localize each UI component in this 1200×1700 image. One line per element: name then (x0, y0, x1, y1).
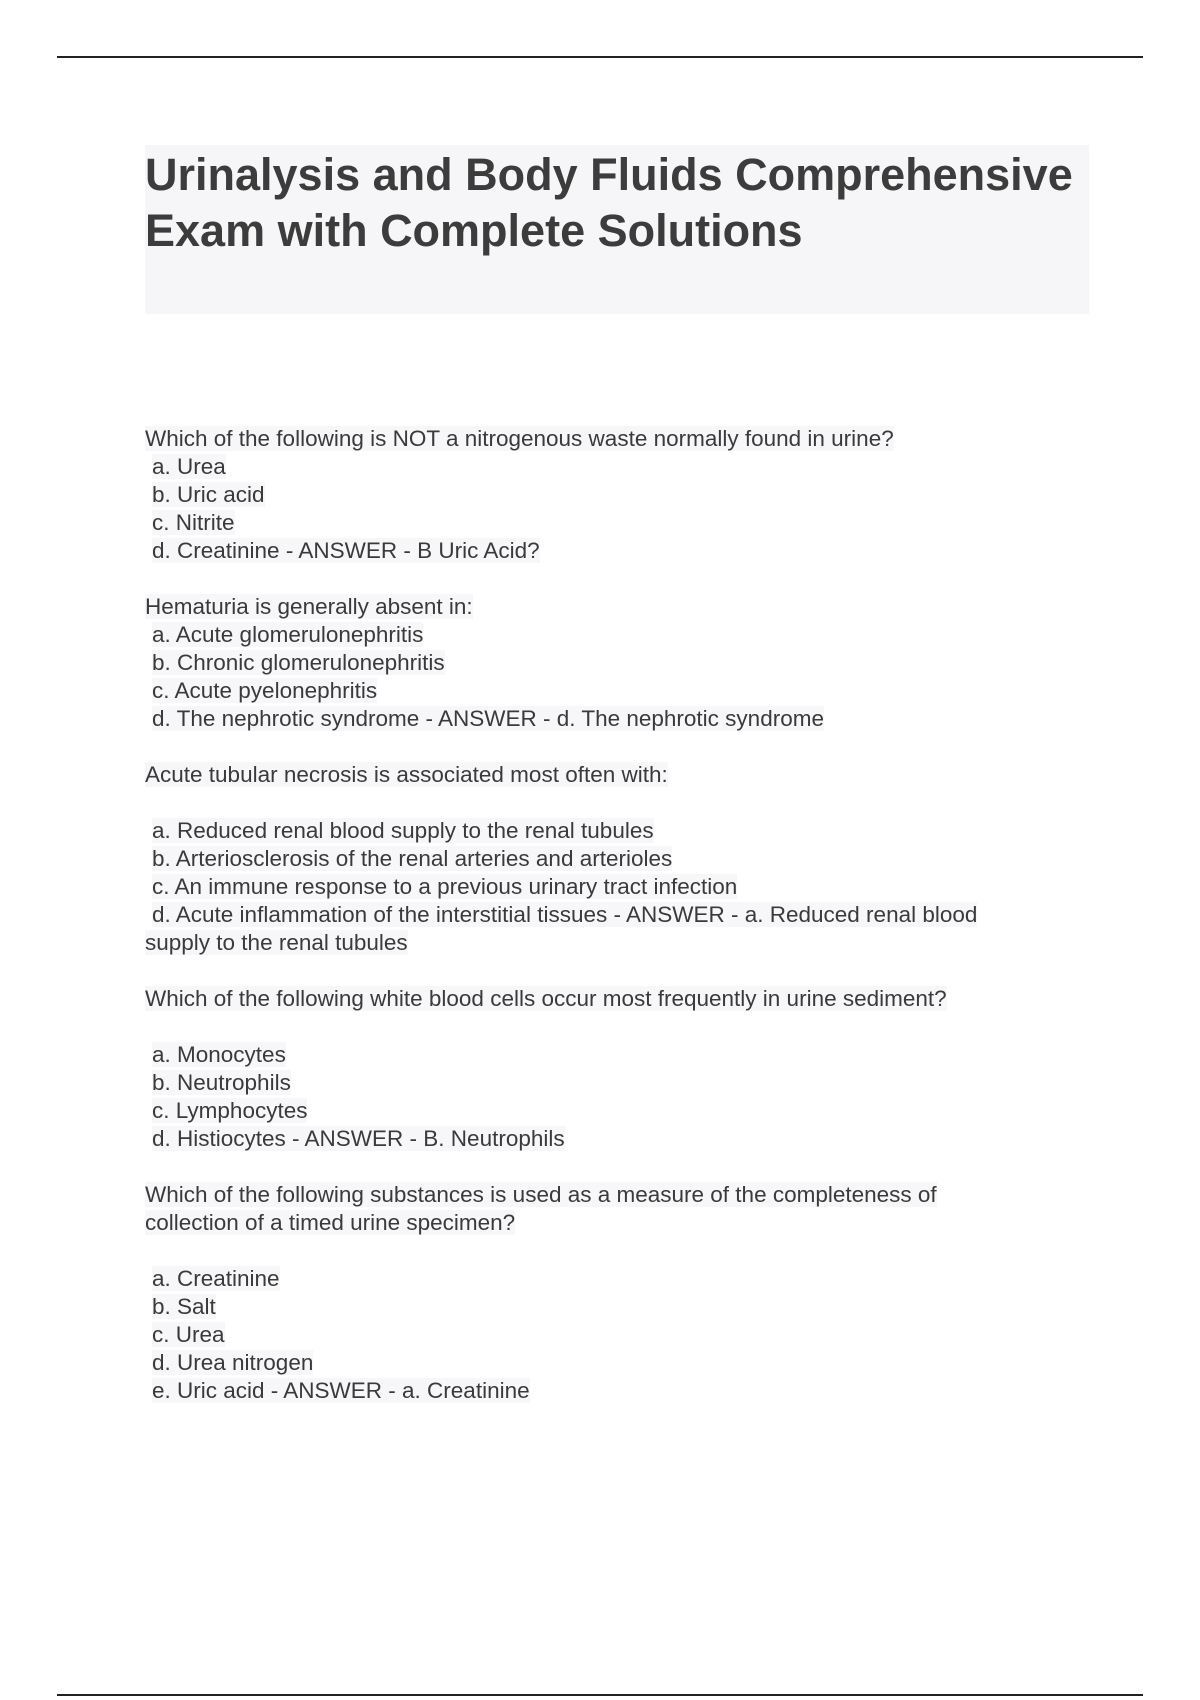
option-c: c. Lymphocytes (152, 1098, 308, 1123)
option-a: a. Creatinine (152, 1266, 280, 1291)
option-b: b. Chronic glomerulonephritis (152, 650, 445, 675)
option-d: d. Urea nitrogen (152, 1350, 314, 1375)
question-block-4 (145, 985, 1065, 1153)
question-block-1 (145, 425, 1065, 565)
option-d-answer-line2: supply to the renal tubules (145, 930, 408, 955)
document-title: Urinalysis and Body Fluids Comprehensive Exam with Complete Solutions (145, 149, 1073, 256)
option-e-answer: e. Uric acid - ANSWER - a. Creatinine (152, 1378, 530, 1403)
option-d-answer: d. Creatinine - ANSWER - B Uric Acid? (152, 538, 540, 563)
question-text: Hematuria is generally absent in: (145, 594, 473, 619)
option-b: b. Salt (152, 1294, 216, 1319)
option-b: b. Uric acid (152, 482, 265, 507)
question-text: Acute tubular necrosis is associated most often with: (145, 762, 668, 787)
option-b: b. Neutrophils (152, 1070, 291, 1095)
option-d-answer: d. Histiocytes - ANSWER - B. Neutrophils (152, 1126, 565, 1151)
question-block-2 (145, 593, 1065, 733)
top-rule (57, 56, 1143, 58)
question-block-3 (145, 761, 1065, 957)
option-c: c. Nitrite (152, 510, 235, 535)
option-a: a. Reduced renal blood supply to the renal tubules (152, 818, 654, 843)
option-a: a. Acute glomerulonephritis (152, 622, 424, 647)
question-text-line1: Which of the following substances is used as a measure of the completeness of (145, 1182, 937, 1207)
question-text-line2: collection of a timed urine specimen? (145, 1210, 516, 1235)
question-text: Which of the following is NOT a nitrogenous waste normally found in urine? (145, 426, 894, 451)
question-text: Which of the following white blood cells occur most frequently in urine sediment? (145, 986, 947, 1011)
option-b: b. Arteriosclerosis of the renal arteries and arterioles (152, 846, 673, 871)
option-a: a. Urea (152, 454, 226, 479)
option-c: c. Acute pyelonephritis (152, 678, 378, 703)
bottom-rule (57, 1694, 1143, 1696)
question-block-5 (145, 1181, 1065, 1405)
option-c: c. An immune response to a previous urinary tract infection (152, 874, 738, 899)
option-d-answer: d. The nephrotic syndrome - ANSWER - d. The nephrotic syndrome (152, 706, 824, 731)
option-c: c. Urea (152, 1322, 225, 1347)
questions-content (145, 425, 1065, 1433)
option-a: a. Monocytes (152, 1042, 286, 1067)
option-d-answer-line1: d. Acute inflammation of the interstitial tissues - ANSWER - a. Reduced renal blood (152, 902, 978, 927)
